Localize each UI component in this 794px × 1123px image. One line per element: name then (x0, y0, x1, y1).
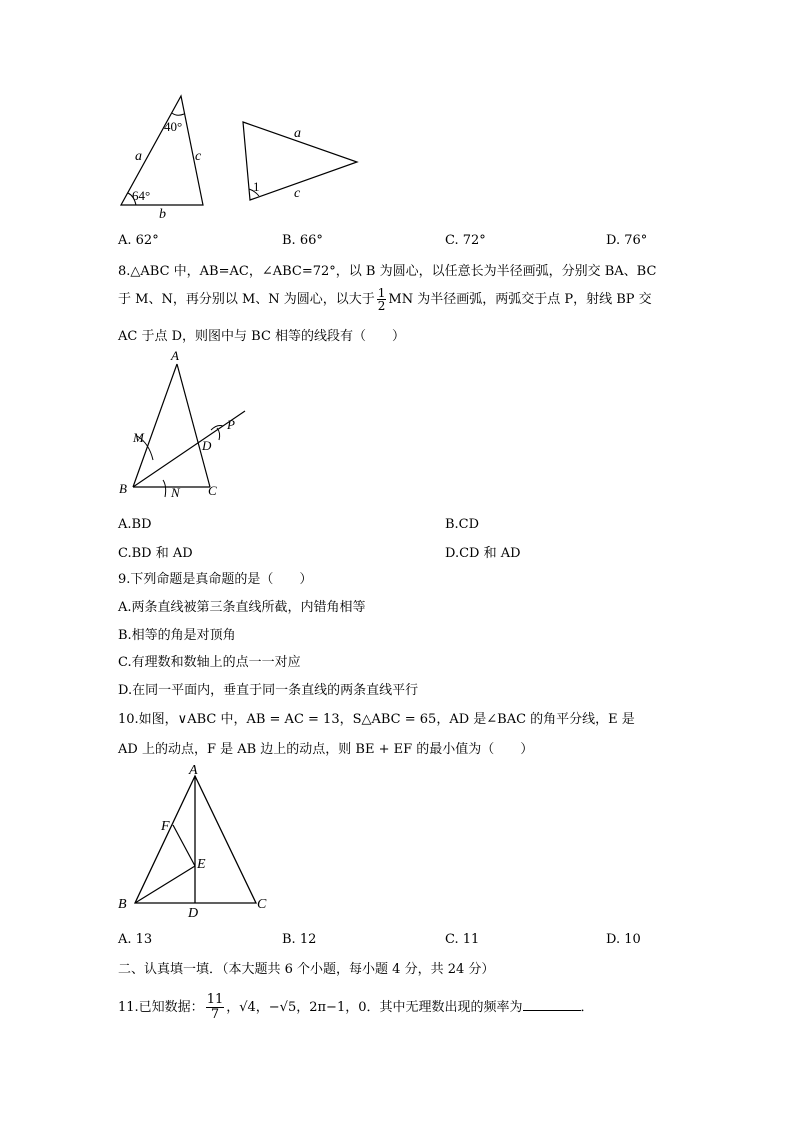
q7-option-a[interactable]: A. 62° (118, 233, 159, 248)
point-n-label: N (171, 485, 180, 500)
q8-option-d[interactable]: D.CD 和 AD (445, 546, 521, 561)
q10-stem-line-1: 10.如图，∨ABC 中，AB = AC = 13，S△ABC = 65，AD 是∠BAC 的角平分线，E 是 (118, 712, 635, 727)
q9-option-b[interactable]: B.相等的角是对顶角 (118, 628, 236, 643)
q11-post: ，√4，−√5，2π−1，0．其中无理数出现的频率为 (226, 1000, 523, 1015)
vertex-b-label: B (119, 481, 127, 496)
side-b-label: b (159, 207, 166, 222)
side-c-label: c (294, 186, 301, 201)
angle-1-label: 1 (253, 179, 260, 194)
q11-answer-blank[interactable] (523, 998, 581, 1011)
vertex-a-label: A (189, 763, 198, 778)
q8-stem-line-3: AC 于点 D，则图中与 BC 相等的线段有（ ） (118, 329, 406, 344)
side-a-label: a (135, 149, 142, 164)
q8-fraction-den: 2 (377, 299, 386, 313)
side-a-label: a (294, 126, 301, 141)
point-m-label: M (133, 430, 144, 445)
q8-stem-line-2 (118, 287, 652, 312)
q8-option-b[interactable]: B.CD (445, 517, 480, 532)
q8-stem-line-2-post: MN 为半径画弧，两弧交于点 P，射线 BP 交 (388, 292, 652, 307)
q8-stem-line-2-pre: 于 M、N，再分别以 M、N 为圆心，以大于 (118, 292, 375, 307)
q7-triangle-figure-1 (110, 92, 230, 222)
q10-option-c[interactable]: C. 11 (445, 932, 480, 947)
q8-option-a[interactable]: A.BD (118, 517, 152, 532)
q7-option-c[interactable]: C. 72° (445, 233, 486, 248)
q8-option-c[interactable]: C.BD 和 AD (118, 546, 193, 561)
q11-fraction-den: 7 (210, 1007, 220, 1022)
q10-option-b[interactable]: B. 12 (282, 932, 317, 947)
q10-option-a[interactable]: A. 13 (118, 932, 153, 947)
point-d-label: D (188, 906, 199, 921)
point-e-label: E (197, 857, 206, 872)
q8-triangle-figure (115, 348, 255, 498)
q11-fraction (206, 993, 225, 1022)
q9-option-a[interactable]: A.两条直线被第三条直线所截，内错角相等 (118, 600, 366, 615)
q9-option-c[interactable]: C.有理数和数轴上的点一一对应 (118, 655, 301, 670)
q7-triangle-figure-2 (240, 118, 370, 208)
vertex-c-label: C (257, 897, 267, 912)
angle-left-label: 64° (132, 188, 151, 203)
section-2-heading: 二、认真填一填．（本大题共 6 个小题，每小题 4 分，共 24 分） (118, 962, 495, 977)
q8-fraction (377, 287, 387, 312)
vertex-b-label: B (118, 897, 127, 912)
q9-option-d[interactable]: D.在同一平面内，垂直于同一条直线的两条直线平行 (118, 683, 419, 698)
q11-pre: 11.已知数据： (118, 1000, 204, 1015)
q8-stem-line-1: 8.△ABC 中，AB=AC，∠ABC=72°，以 B 为圆心，以任意长为半径画弧，分别交 BA、BC (118, 264, 657, 279)
point-f-label: F (161, 819, 170, 834)
angle-top-label: 40° (164, 119, 183, 134)
q9-stem: 9.下列命题是真命题的是（ ） (118, 572, 313, 587)
q11-end: ． (580, 1000, 594, 1015)
q11-stem (118, 993, 594, 1022)
point-p-label: P (227, 417, 235, 432)
point-d-label: D (202, 438, 212, 453)
q7-option-d[interactable]: D. 76° (606, 233, 648, 248)
vertex-a-label: A (171, 348, 179, 363)
q10-stem-line-2: AD 上的动点，F 是 AB 边上的动点，则 BE + EF 的最小值为（ ） (118, 742, 534, 757)
q11-fraction-num: 11 (206, 992, 224, 1007)
q7-option-b[interactable]: B. 66° (282, 233, 323, 248)
q10-option-d[interactable]: D. 10 (606, 932, 641, 947)
q10-triangle-figure (115, 762, 275, 922)
q8-fraction-num: 1 (377, 286, 386, 300)
vertex-c-label: C (208, 483, 217, 498)
side-c-label: c (195, 149, 202, 164)
